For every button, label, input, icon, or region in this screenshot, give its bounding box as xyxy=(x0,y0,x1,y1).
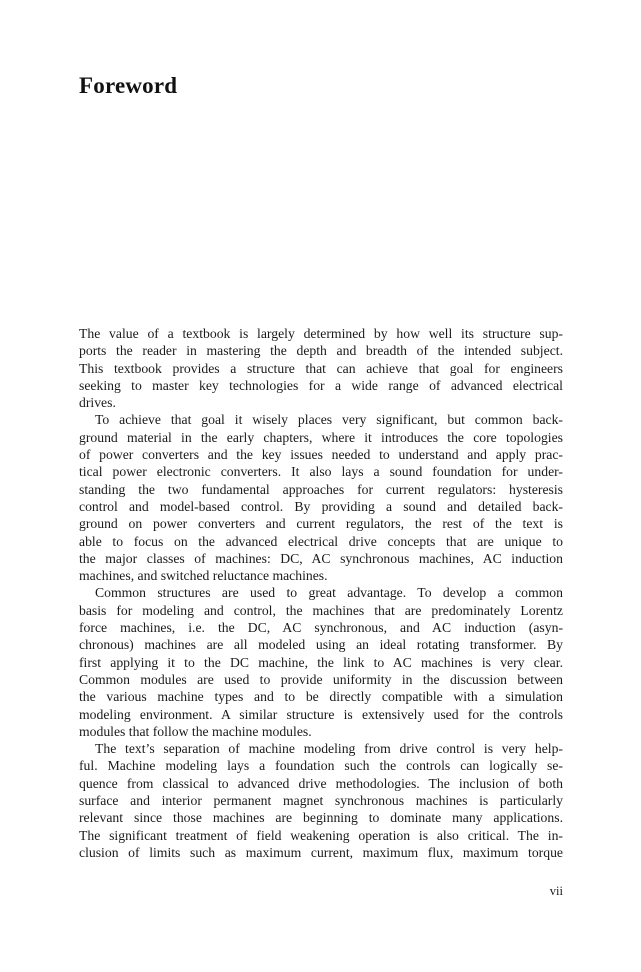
text-line: standing the two fundamental approaches for current regulators: hysteresis xyxy=(79,481,563,497)
paragraph xyxy=(79,584,563,740)
text-line: This textbook provides a structure that can achieve that goal for engineers xyxy=(79,360,563,376)
text-line: control and model-based control. By providing a sound and detailed back- xyxy=(79,498,563,514)
text-line: surface and interior permanent magnet synchronous machines is particularly xyxy=(79,793,563,809)
text-line: The text’s separation of machine modeling from drive control is very help- xyxy=(95,741,563,757)
page-number: vii xyxy=(549,884,563,898)
text-line: seeking to master key technologies for a wide range of advanced electrical xyxy=(79,377,563,393)
text-line: of power converters and the key issues needed to understand and apply prac- xyxy=(79,447,563,463)
chapter-title: Foreword xyxy=(79,73,178,98)
paragraph xyxy=(79,325,563,411)
text-line: clusion of limits such as maximum current, maximum flux, maximum torque xyxy=(79,844,563,860)
text-line: The significant treatment of field weakening operation is also critical. The in- xyxy=(79,827,563,843)
text-line: modeling environment. A similar structure is extensively used for the controls xyxy=(79,706,563,722)
text-line: first applying it to the DC machine, the link to AC machines is very clear. xyxy=(79,654,563,670)
text-line: machines, and switched reluctance machines. xyxy=(79,568,328,584)
text-line: ful. Machine modeling lays a foundation such the controls can logically se- xyxy=(79,758,563,774)
paragraph xyxy=(79,411,563,584)
text-line: basis for modeling and control, the machines that are predominately Lorentz xyxy=(79,602,563,618)
text-line: tical power electronic converters. It also lays a sound foundation for under- xyxy=(79,464,563,480)
text-line: drives. xyxy=(79,395,116,411)
text-line: ground material in the early chapters, where it introduces the core topologies xyxy=(79,429,563,445)
text-line: The value of a textbook is largely determined by how well its structure sup- xyxy=(79,326,563,341)
foreword-body xyxy=(79,325,563,861)
text-line: chronous) machines are all modeled using an ideal rotating transformer. By xyxy=(79,637,563,653)
paragraph xyxy=(79,740,563,861)
text-line: the various machine types and to be directly compatible with a simulation xyxy=(79,689,563,705)
text-line: relevant since those machines are beginning to dominate many applications. xyxy=(79,810,563,826)
text-line: Common structures are used to great advantage. To develop a common xyxy=(95,585,563,601)
text-line: modules that follow the machine modules. xyxy=(79,723,312,739)
text-line: quence from classical to advanced drive methodologies. The inclusion of both xyxy=(79,775,563,791)
text-line: force machines, i.e. the DC, AC synchronous, and AC induction (asyn- xyxy=(79,620,563,636)
text-line: Common modules are used to provide uniformity in the discussion between xyxy=(79,671,563,687)
text-line: ports the reader in mastering the depth and breadth of the intended subject. xyxy=(79,343,563,359)
text-line: To achieve that goal it wisely places very significant, but common back- xyxy=(95,412,563,428)
text-line: ground on power converters and current regulators, the rest of the text is xyxy=(79,516,563,532)
text-line: the major classes of machines: DC, AC synchronous machines, AC induction xyxy=(79,550,563,566)
text-line: able to focus on the advanced electrical drive concepts that are unique to xyxy=(79,533,563,549)
